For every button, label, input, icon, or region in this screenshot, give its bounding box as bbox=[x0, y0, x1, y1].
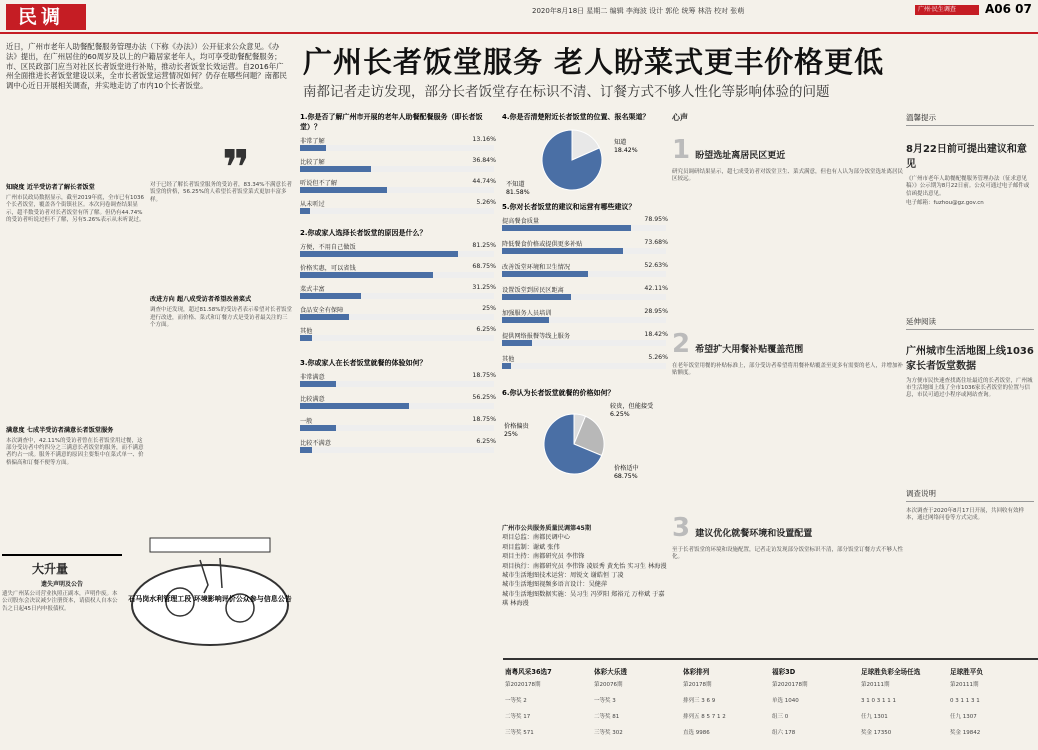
ad-title: 石马岗水利管理工段 环境影响评价公众参与信息公告 bbox=[128, 595, 292, 603]
lottery-cell: 排列三 3 6 9 bbox=[683, 698, 716, 704]
q5-label: 提供网络报餐等线上服务 bbox=[502, 333, 571, 340]
voices-heading-1: 盼望选址离居民区更近 bbox=[695, 151, 786, 161]
q3-bar-track bbox=[300, 447, 494, 453]
lottery-cell: 3 1 0 3 1 1 1 bbox=[861, 698, 896, 704]
credit-line: 项目主持：南都研究员 李伟锋 bbox=[502, 553, 585, 561]
survey-panel bbox=[300, 112, 498, 602]
subheadline: 南都记者走访发现，部分长者饭堂存在标识不清、订餐方式不够人性化等影响体验的问题 bbox=[303, 84, 830, 100]
lottery-cell: 第2020178期 bbox=[772, 682, 808, 688]
lottery-cell: 排列五 8 5 7 1 2 bbox=[683, 714, 726, 720]
q5-label: 设置饭堂到居民区距离 bbox=[502, 287, 564, 294]
q1-bar bbox=[300, 187, 387, 193]
q3-title: 3.你或家人在长者饭堂就餐的体验如何？ bbox=[300, 359, 427, 367]
lottery-cell: 组三 0 bbox=[772, 714, 789, 720]
voices-paragraph-1: 研究员调研结果显示，超七成受访者对饭堂卫生、菜式满意，但也有人认为部分饭堂选址离居民区较远。 bbox=[672, 169, 904, 183]
lottery-cell: 单选 1040 bbox=[772, 698, 799, 704]
q5-label: 提高餐食质量 bbox=[502, 218, 540, 225]
side-label-reading: 延伸阅读 bbox=[906, 316, 1034, 330]
ad-heading: 大升量 bbox=[32, 562, 69, 576]
body-paragraph: 对于已经了解长者饭堂服务的受访者，83.34%不满意长者饭堂的价格，56.25%的人希望长者饭堂菜式更加丰富多样。 bbox=[150, 182, 292, 203]
q2-value-label: 68.75% bbox=[472, 263, 496, 270]
q1-value-label: 13.16% bbox=[472, 136, 496, 143]
q5-label: 降低餐食价格或提供更多补贴 bbox=[502, 241, 583, 248]
side-email: 电子邮箱：fuzhou@gz.gov.cn bbox=[906, 200, 984, 207]
lottery-cell: 二等奖 17 bbox=[505, 714, 531, 720]
q3-bar bbox=[300, 447, 312, 453]
lottery-column-header: 南粤风采36选7 bbox=[505, 668, 552, 676]
voices-paragraph-2: 在老年饭堂用餐的补贴标准上，部分受访者希望将用餐补贴覆盖至更多有需要的老人，并增加补贴额度。 bbox=[672, 363, 904, 377]
ad-note: 遗失声明及公告 bbox=[40, 581, 83, 588]
voices-paragraph-3: 至于长者饭堂的环境和设施配置，记者走访发现部分饭堂标识不清，部分饭堂订餐方式不够人性化。 bbox=[672, 547, 904, 561]
lottery-cell: 二等奖 81 bbox=[594, 714, 620, 720]
q3-value-label: 18.75% bbox=[472, 372, 496, 379]
q3-label: 比较满意 bbox=[300, 396, 325, 403]
q2-bar bbox=[300, 272, 433, 278]
q5-label: 加强服务人员培训 bbox=[502, 310, 552, 317]
q6-slice-label: 价格适中 bbox=[614, 465, 639, 472]
lottery-column-header: 足球胜平负 bbox=[950, 668, 983, 676]
q5-value-label: 78.95% bbox=[644, 216, 668, 223]
q6-slice-label: 较贵，但能接受 bbox=[610, 403, 654, 410]
header-info: 2020年8月18日 星期二 编辑 李海波 设计 郭伦 统筹 林浩 校对 张萌 bbox=[532, 7, 745, 15]
q6-slice-value: 68.75% bbox=[614, 473, 638, 480]
q2-bar bbox=[300, 335, 312, 341]
quote-mark-icon: ❞ bbox=[222, 140, 251, 196]
credit-line: 城市生活地图技术运营：周锐文 谢皓恒 丁凌 bbox=[502, 572, 624, 580]
credit-line: 项目监制：谢斌 张伟 bbox=[502, 543, 560, 551]
q2-label: 菜式丰富 bbox=[300, 286, 325, 293]
lottery-cell: 奖金 19842 bbox=[950, 730, 981, 736]
q5-value-label: 73.68% bbox=[644, 239, 668, 246]
q1-value-label: 36.84% bbox=[472, 157, 496, 164]
q5-label: 其他 bbox=[502, 356, 515, 363]
side-label-tips: 溫馨提示 bbox=[906, 112, 1034, 126]
q5-bar bbox=[502, 340, 532, 346]
q1-value-label: 44.74% bbox=[472, 178, 496, 185]
q1-bar-track bbox=[300, 208, 494, 214]
headline: 广州长者饭堂服务 老人盼菜式更丰价格更低 bbox=[303, 45, 885, 79]
number-2-icon: 2 bbox=[672, 329, 691, 359]
q5-title: 5.你对长者饭堂的建议和运营有哪些建议？ bbox=[502, 203, 636, 211]
q4-pie bbox=[502, 124, 662, 196]
header-tag: 广州·民生调查 bbox=[915, 5, 979, 15]
side-paragraph-1: 《广州市老年人助餐配餐服务管理办法（征求意见稿）》公示期为8月22日前。公众可通过电子邮件或信函提出意见。 bbox=[906, 176, 1030, 197]
q2-title: 2.你或家人选择长者饭堂的原因是什么？ bbox=[300, 229, 427, 237]
q2-bar bbox=[300, 293, 361, 299]
q1-title: 1.你是否了解广州市开展的老年人助餐配餐服务（即长者饭堂）？ bbox=[300, 113, 483, 131]
q5-label: 改善饭堂环境和卫生情况 bbox=[502, 264, 571, 271]
page-number: A06 07 bbox=[985, 2, 1032, 16]
q1-label: 非常了解 bbox=[300, 138, 325, 145]
q2-value-label: 6.25% bbox=[476, 326, 496, 333]
lottery-column-header: 体彩大乐透 bbox=[594, 668, 627, 676]
section-heading-awareness: 知晓度 近半受访者了解长者饭堂 bbox=[6, 184, 95, 191]
q5-value-label: 5.26% bbox=[648, 354, 668, 361]
q2-label: 其他 bbox=[300, 328, 313, 335]
body-paragraph: 本次调查中，42.11%的受访者曾在长者饭堂用过餐，这部分受访者中约四分之三满意长者饭堂的服务，而不满意者约占一成。服务不满意的原因主要集中在菜式单一、价格偏高和订餐不便等方面。 bbox=[6, 437, 144, 466]
lottery-cell: 0 3 1 1 3 1 bbox=[950, 698, 980, 704]
lottery-cell: 第20076期 bbox=[594, 682, 623, 688]
lottery-column-header: 福彩3D bbox=[772, 668, 796, 676]
q3-label: 一般 bbox=[300, 418, 313, 425]
q1-value-label: 5.26% bbox=[476, 199, 496, 206]
credit-line: 广州市公共服务质量民调第45期 bbox=[502, 525, 592, 532]
lottery-cell: 三等奖 302 bbox=[594, 730, 623, 736]
side-title-1: 8月22日前可提出建议和意见 bbox=[906, 144, 1027, 170]
credit-line: 项目总监：南都民调中心 bbox=[502, 534, 571, 542]
q6-slice-value: 6.25% bbox=[610, 411, 630, 418]
q3-chart bbox=[300, 372, 498, 464]
q3-bar bbox=[300, 381, 336, 387]
q1-bar-track bbox=[300, 145, 494, 151]
q3-label: 比较不满意 bbox=[300, 440, 331, 447]
sidebar bbox=[906, 112, 1034, 523]
q3-bar bbox=[300, 425, 336, 431]
q1-bar bbox=[300, 166, 371, 172]
q4-slice-label: 知道 bbox=[614, 139, 627, 146]
q2-chart bbox=[300, 242, 498, 354]
side-label-method: 调查说明 bbox=[906, 488, 1034, 502]
lottery-cell: 三等奖 571 bbox=[505, 730, 534, 736]
credit-line: 城市生活地图视频多语言设计：吴健萍 bbox=[502, 581, 608, 589]
q4-slice-label: 不知道 bbox=[506, 181, 525, 188]
q3-value-label: 6.25% bbox=[476, 438, 496, 445]
q1-label: 从未听过 bbox=[300, 201, 325, 208]
dining-table-illustration bbox=[120, 520, 300, 660]
q1-bar bbox=[300, 145, 326, 151]
lottery-cell: 直选 9986 bbox=[683, 730, 710, 736]
q5-bar bbox=[502, 271, 588, 277]
lottery-cell: 任九 1301 bbox=[861, 714, 888, 720]
lottery-cell: 第20178期 bbox=[683, 682, 712, 688]
section-badge: 民调 bbox=[6, 4, 86, 30]
q1-chart bbox=[300, 136, 498, 224]
classified-ad bbox=[2, 554, 122, 750]
side-paragraph-2: 为方便市民快速查找离住址最近的长者饭堂，广州城市生活地图上线了全市1036家长者饭堂的位置与信息，市民可通过小程序或网站查询。 bbox=[906, 377, 1033, 399]
q2-label: 食品安全有保障 bbox=[300, 307, 344, 314]
lottery-table bbox=[503, 658, 1038, 750]
number-3-icon: 3 bbox=[672, 513, 691, 543]
page-header bbox=[0, 0, 1038, 34]
q5-bar-track bbox=[502, 363, 666, 369]
lede-paragraph: 近日，广州市老年人助餐配餐服务管理办法（下称《办法》）公开征求公众意见。《办法》提出，在广州居住的60周岁及以上的户籍居家老年人，均可享受助餐配餐服务；市、区民政部门应当对社区长者饭堂进行补贴，推动长者饭堂长效运营。自2016年广州全面推进长者饭堂建设以来，全市长者饭堂运营情况如何？仍存在哪些问题？南都民调中心近日开展相关调查，并实地走访了市内10个长者饭堂。 bbox=[6, 42, 287, 91]
q6-title: 6.你认为长者饭堂就餐的价格如何？ bbox=[502, 389, 615, 397]
q5-bar bbox=[502, 225, 631, 231]
q2-label: 方便，不用自己做饭 bbox=[300, 244, 356, 251]
q5-value-label: 42.11% bbox=[644, 285, 668, 292]
q4-slice-value: 81.58% bbox=[506, 189, 530, 196]
q3-value-label: 18.75% bbox=[472, 416, 496, 423]
q2-bar bbox=[300, 314, 349, 320]
q2-value-label: 25% bbox=[482, 305, 496, 312]
body-paragraph: 广州市民政局数据显示，截至2019年底，全市已有1036个长者饭堂，覆盖各个街镇社区。本次问卷调查结果显示，超半数受访者对长者饭堂有所了解。但仍有44.74%的受访者听说过但不了解，另有5.26%表示从未听说过。 bbox=[6, 195, 145, 224]
credits bbox=[502, 524, 670, 609]
q5-chart bbox=[502, 216, 670, 386]
q4-title: 4.你是否清楚附近长者饭堂的位置、报名渠道？ bbox=[502, 113, 650, 121]
q1-label: 听说但不了解 bbox=[300, 180, 338, 187]
section-heading-improve: 改进方向 超八成受访者希望改善菜式 bbox=[150, 296, 252, 304]
lottery-cell: 一等奖 2 bbox=[505, 698, 527, 704]
q2-bar bbox=[300, 251, 458, 257]
credit-line: 项目执行：南都研究员 李伟锋 凌辰秀 黄允怡 实习生 林海漫 bbox=[502, 562, 667, 570]
side-title-2: 广州城市生活地图上线1036家长者饭堂数据 bbox=[906, 345, 1034, 372]
voices-label: 心声 bbox=[672, 113, 688, 122]
lottery-cell: 任九 1307 bbox=[950, 714, 977, 720]
q5-bar bbox=[502, 317, 549, 323]
ad-body: 遗失广州某公司营业执照正副本，声明作废。本公司股东会决议减少注册资本，请债权人自本公告之日起45日内申报债权。 bbox=[2, 591, 118, 612]
lottery-cell: 第20111期 bbox=[950, 682, 979, 688]
section-heading-satisfaction: 满意度 七成半受访者满意长者饭堂服务 bbox=[6, 426, 114, 434]
survey-panel-2 bbox=[502, 112, 670, 522]
lottery-cell: 第2020178期 bbox=[505, 682, 541, 688]
q6-slice-value: 25% bbox=[504, 431, 518, 438]
q5-value-label: 28.95% bbox=[644, 308, 668, 315]
q2-value-label: 81.25% bbox=[472, 242, 496, 249]
lottery-column-header: 体彩排列 bbox=[683, 668, 710, 676]
q1-label: 比较了解 bbox=[300, 159, 325, 166]
body-paragraph: 调查中还发现，超过81.58%的受访者表示希望对长者饭堂进行改进，而价格、菜式和订餐方式是受访者最关注的三个方面。 bbox=[150, 307, 292, 329]
q3-bar bbox=[300, 403, 409, 409]
q5-value-label: 52.63% bbox=[644, 262, 668, 269]
q6-slice-label: 价格偏贵 bbox=[504, 423, 529, 430]
q2-bar-track bbox=[300, 335, 494, 341]
lottery-cell: 组六 178 bbox=[772, 730, 796, 736]
voices-heading-2: 希望扩大用餐补贴覆盖范围 bbox=[695, 345, 804, 355]
q3-label: 非常满意 bbox=[300, 374, 325, 381]
q4-slice-value: 18.42% bbox=[614, 147, 638, 154]
q3-value-label: 56.25% bbox=[472, 394, 496, 401]
q5-value-label: 18.42% bbox=[644, 331, 668, 338]
q5-bar bbox=[502, 363, 511, 369]
q5-bar bbox=[502, 248, 623, 254]
lottery-cell: 一等奖 3 bbox=[594, 698, 616, 704]
lottery-cell: 第20111期 bbox=[861, 682, 890, 688]
q1-bar bbox=[300, 208, 310, 214]
lottery-cell: 奖金 17350 bbox=[861, 730, 892, 736]
q6-pie bbox=[502, 400, 662, 480]
q2-value-label: 31.25% bbox=[472, 284, 496, 291]
q5-bar bbox=[502, 294, 571, 300]
voices-heading-3: 建议优化就餐环境和设置配置 bbox=[695, 529, 813, 539]
side-paragraph-3: 本次调查于2020年8月17日开展，共回收有效样本，通过网络问卷等方式完成。 bbox=[906, 507, 1024, 522]
credit-line: 城市生活地图数据实施：吴习生 冯罗阳 郑裕元 万梓斌 于嘉琪 林海漫 bbox=[502, 590, 665, 608]
number-1-icon: 1 bbox=[672, 135, 691, 165]
q2-label: 价格实惠，可以省钱 bbox=[300, 265, 356, 272]
voices-column bbox=[672, 112, 904, 562]
lottery-column-header: 足球胜负彩全场任选 bbox=[861, 668, 921, 676]
